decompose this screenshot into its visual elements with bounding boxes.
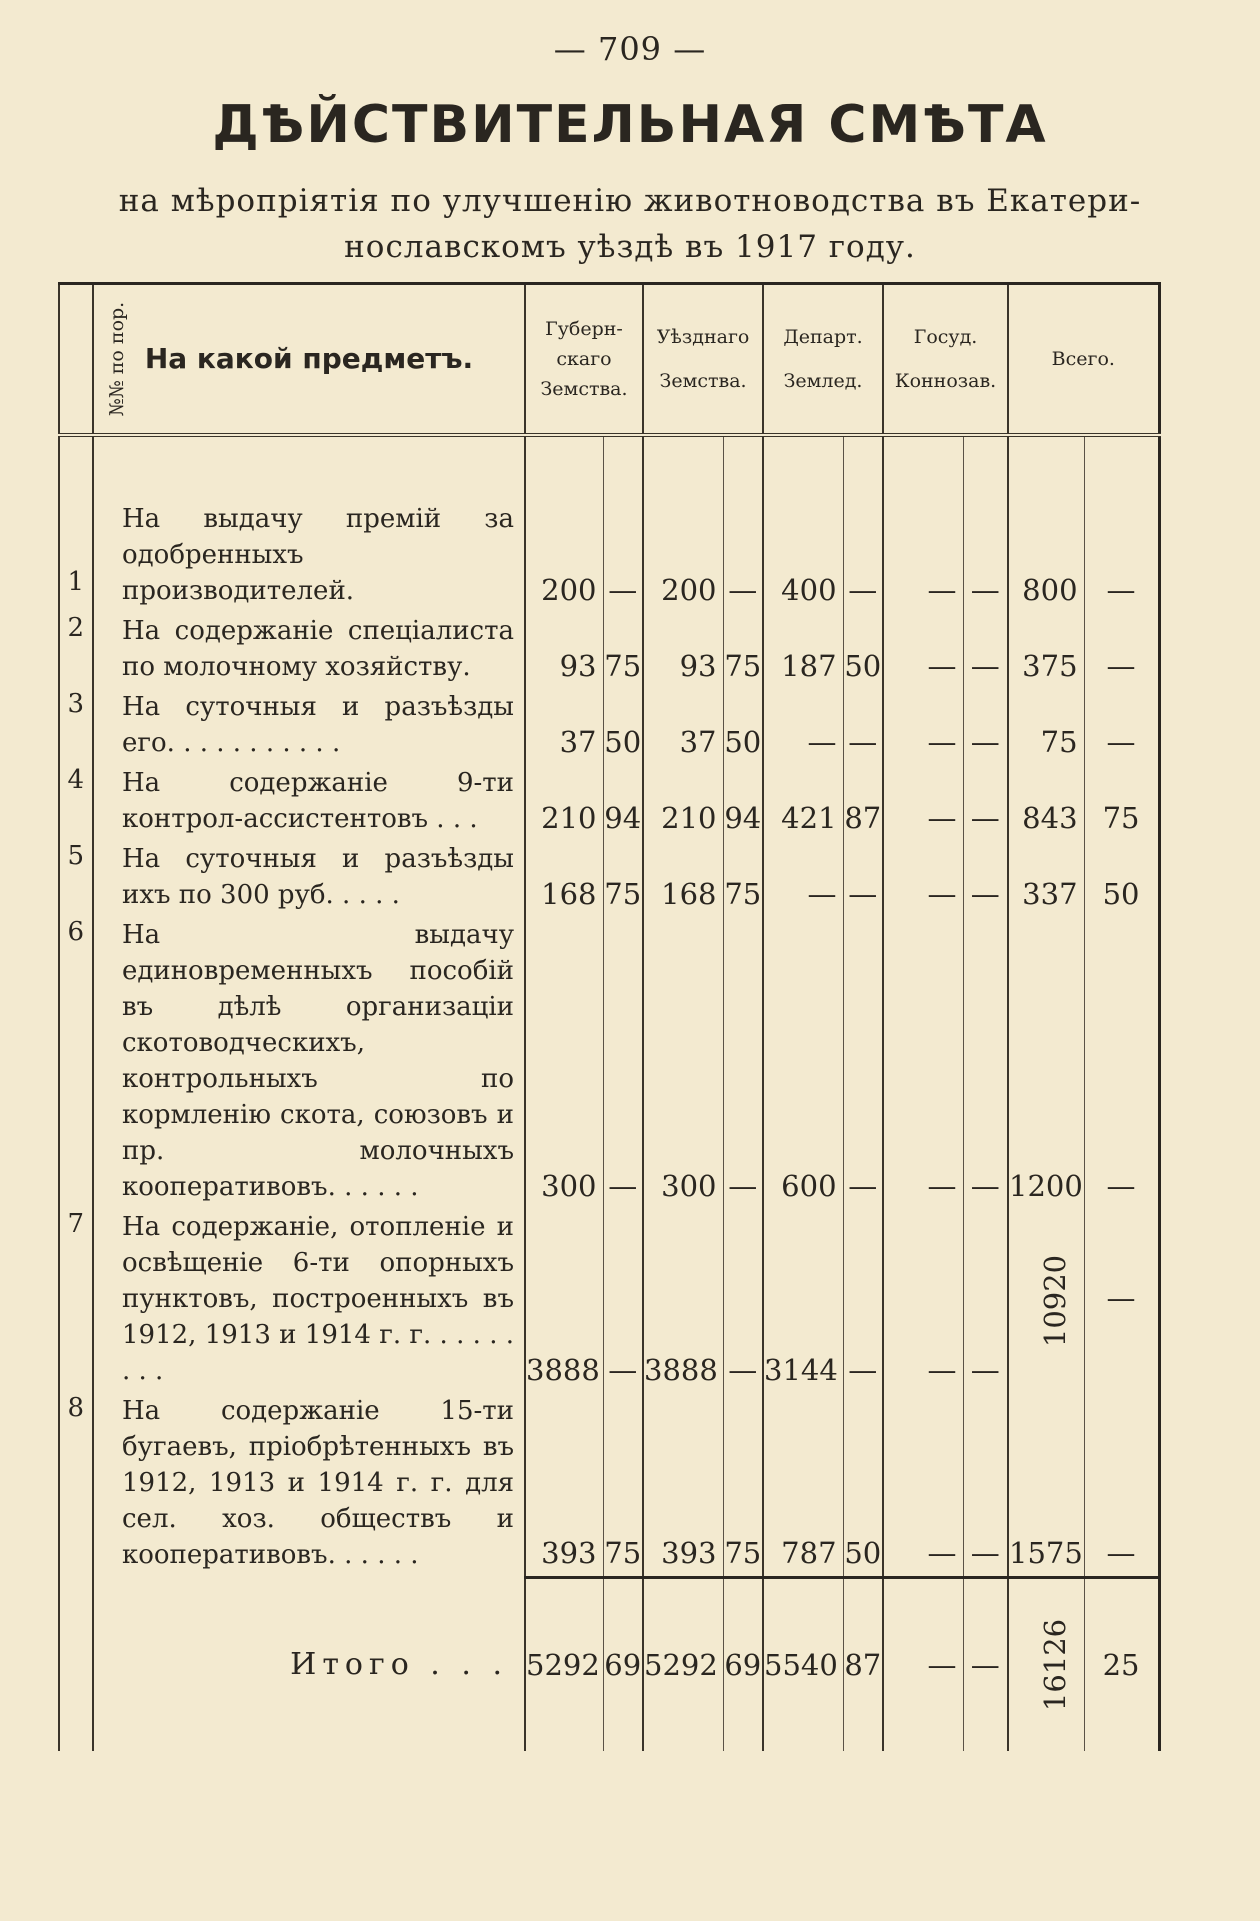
gos-kopecks: — bbox=[963, 765, 1008, 841]
row-number: 3 bbox=[59, 689, 93, 765]
total-kopecks: — bbox=[1084, 689, 1159, 765]
gos-kopecks-total: — bbox=[963, 1577, 1008, 1751]
dep-rubles: 600 bbox=[763, 917, 843, 1209]
uezd-rubles: 3888 bbox=[643, 1209, 723, 1393]
gub-kopecks: — bbox=[603, 1209, 643, 1393]
gos-kopecks: — bbox=[963, 917, 1008, 1209]
uezd-rubles: 168 bbox=[643, 841, 723, 917]
dep-kopecks: — bbox=[843, 917, 883, 1209]
row-number: 8 bbox=[59, 1393, 93, 1577]
gos-rubles: — bbox=[883, 435, 963, 613]
table-row bbox=[59, 917, 1159, 1209]
header-number: №№ по пор. bbox=[59, 284, 93, 436]
gub-rubles: 168 bbox=[525, 841, 603, 917]
dep-kopecks: 87 bbox=[843, 765, 883, 841]
gos-kopecks: — bbox=[963, 613, 1008, 689]
row-subject: На суточныя и разъѣзды ихъ по 300 руб. . . . . bbox=[93, 841, 525, 917]
total-rubles: 843 bbox=[1008, 765, 1084, 841]
uezd-rubles: 37 bbox=[643, 689, 723, 765]
subtitle-line-1: на мѣропріятія по улучшенію животноводства въ Екатери- bbox=[118, 183, 1142, 219]
table-row bbox=[59, 435, 1159, 613]
gos-rubles: — bbox=[883, 765, 963, 841]
dep-rubles: 400 bbox=[763, 435, 843, 613]
uezd-rubles: 393 bbox=[643, 1393, 723, 1577]
header-gubernia: Губерн- скаго Земства. bbox=[525, 284, 643, 436]
dep-kopecks: 50 bbox=[843, 613, 883, 689]
gub-rubles: 37 bbox=[525, 689, 603, 765]
dep-kopecks-total: 87 bbox=[843, 1577, 883, 1751]
gos-kopecks: — bbox=[963, 435, 1008, 613]
gos-kopecks: — bbox=[963, 1209, 1008, 1393]
gos-rubles: — bbox=[883, 689, 963, 765]
uezd-rubles: 200 bbox=[643, 435, 723, 613]
uezd-kopecks: 94 bbox=[723, 765, 763, 841]
total-rubles: 75 bbox=[1008, 689, 1084, 765]
document-subtitle bbox=[80, 178, 1180, 270]
row-subject: На содержаніе 15-ти бугаевъ, пріобрѣтенныхъ въ 1912, 1913 и 1914 г. г. для сел. хоз. обществъ и кооперативовъ. . . . . . bbox=[93, 1393, 525, 1577]
estimate-table-container bbox=[58, 282, 1158, 1711]
dep-rubles: 3144 bbox=[763, 1209, 843, 1393]
total-kopecks: — bbox=[1084, 917, 1159, 1209]
gub-kopecks: 94 bbox=[603, 765, 643, 841]
total-kopecks: — bbox=[1084, 435, 1159, 613]
row-subject: На суточныя и разъѣзды его. . . . . . . . . . . bbox=[93, 689, 525, 765]
total-rubles: 375 bbox=[1008, 613, 1084, 689]
header-subject: На какой предметъ. bbox=[93, 284, 525, 436]
row-subject: На содержаніе 9-ти контрол-ассистентовъ . . . bbox=[93, 765, 525, 841]
dep-rubles: 187 bbox=[763, 613, 843, 689]
table-header-row bbox=[59, 284, 1159, 436]
dep-rubles: 421 bbox=[763, 765, 843, 841]
uezd-rubles: 93 bbox=[643, 613, 723, 689]
gub-kopecks: 75 bbox=[603, 1393, 643, 1577]
grand-total-kopecks: 25 bbox=[1084, 1577, 1159, 1751]
dep-kopecks: — bbox=[843, 689, 883, 765]
gos-rubles: — bbox=[883, 1209, 963, 1393]
gos-kopecks: — bbox=[963, 689, 1008, 765]
uezd-kopecks: 75 bbox=[723, 613, 763, 689]
gub-rubles: 200 bbox=[525, 435, 603, 613]
gos-rubles: — bbox=[883, 1393, 963, 1577]
gos-rubles: — bbox=[883, 613, 963, 689]
header-uezd: Уѣзднаго Земства. bbox=[643, 284, 763, 436]
uezd-kopecks: — bbox=[723, 917, 763, 1209]
gos-rubles-total: — bbox=[883, 1577, 963, 1751]
document-title: ДѢЙСТВИТЕЛЬНАЯ СМѢТА bbox=[212, 95, 1048, 155]
uezd-kopecks-total: 69 bbox=[723, 1577, 763, 1751]
uezd-kopecks: — bbox=[723, 435, 763, 613]
row-number: 1 bbox=[59, 435, 93, 613]
page-number: — 709 — bbox=[553, 30, 707, 68]
total-rubles: 10920 bbox=[1008, 1209, 1084, 1393]
uezd-kopecks: 75 bbox=[723, 841, 763, 917]
row-subject: На содержаніе, отопленіе и освѣщеніе 6-ти опорныхъ пунктовъ, построенныхъ въ 1912, 1913 и 1914 г. г. . . . . . . . . bbox=[93, 1209, 525, 1393]
table-row bbox=[59, 841, 1159, 917]
table-row bbox=[59, 613, 1159, 689]
dep-kopecks: — bbox=[843, 435, 883, 613]
uezd-kopecks: 50 bbox=[723, 689, 763, 765]
uezd-kopecks: — bbox=[723, 1209, 763, 1393]
header-department: Департ. Землед. bbox=[763, 284, 883, 436]
total-kopecks: 50 bbox=[1084, 841, 1159, 917]
header-total: Всего. bbox=[1008, 284, 1159, 436]
total-rubles: 337 bbox=[1008, 841, 1084, 917]
uezd-rubles: 210 bbox=[643, 765, 723, 841]
table-row bbox=[59, 1393, 1159, 1577]
gub-rubles: 93 bbox=[525, 613, 603, 689]
gos-kopecks: — bbox=[963, 1393, 1008, 1577]
subtitle-line-2: нославскомъ уѣздѣ въ 1917 году. bbox=[344, 229, 916, 265]
dep-rubles: 787 bbox=[763, 1393, 843, 1577]
row-subject: На содержаніе спеціалиста по молочному хозяйству. bbox=[93, 613, 525, 689]
dep-rubles: — bbox=[763, 689, 843, 765]
row-number: 6 bbox=[59, 917, 93, 1209]
gub-kopecks: 75 bbox=[603, 841, 643, 917]
dep-rubles: — bbox=[763, 841, 843, 917]
gos-rubles: — bbox=[883, 841, 963, 917]
total-kopecks: — bbox=[1084, 1393, 1159, 1577]
gub-rubles: 393 bbox=[525, 1393, 603, 1577]
gub-kopecks: — bbox=[603, 917, 643, 1209]
total-kopecks: 75 bbox=[1084, 765, 1159, 841]
estimate-table bbox=[58, 282, 1161, 1751]
grand-total-rubles: 16126 bbox=[1008, 1577, 1084, 1751]
uezd-rubles-total: 5292 bbox=[643, 1577, 723, 1751]
gub-kopecks-total: 69 bbox=[603, 1577, 643, 1751]
uezd-kopecks: 75 bbox=[723, 1393, 763, 1577]
row-number: 5 bbox=[59, 841, 93, 917]
table-total-row bbox=[59, 1577, 1159, 1751]
header-state-stud: Госуд. Коннозав. bbox=[883, 284, 1008, 436]
row-number: 7 bbox=[59, 1209, 93, 1393]
gub-kopecks: 50 bbox=[603, 689, 643, 765]
row-number: 4 bbox=[59, 765, 93, 841]
dep-kopecks: 50 bbox=[843, 1393, 883, 1577]
gub-rubles: 300 bbox=[525, 917, 603, 1209]
total-rubles: 800 bbox=[1008, 435, 1084, 613]
gub-rubles-total: 5292 bbox=[525, 1577, 603, 1751]
row-subject: На выдачу премій за одобренныхъ производителей. bbox=[93, 435, 525, 613]
total-kopecks: — bbox=[1084, 1209, 1159, 1393]
total-label: Итого . . . bbox=[93, 1577, 525, 1751]
row-subject: На выдачу единовременныхъ пособій въ дѣлѣ организаціи скотоводческихъ, контрольныхъ по кормленію скота, союзовъ и пр. молочныхъ кооперативовъ. . . . . . bbox=[93, 917, 525, 1209]
uezd-rubles: 300 bbox=[643, 917, 723, 1209]
gos-kopecks: — bbox=[963, 841, 1008, 917]
total-number-cell bbox=[59, 1577, 93, 1751]
table-row bbox=[59, 1209, 1159, 1393]
gub-rubles: 3888 bbox=[525, 1209, 603, 1393]
gub-kopecks: — bbox=[603, 435, 643, 613]
table-row bbox=[59, 765, 1159, 841]
dep-rubles-total: 5540 bbox=[763, 1577, 843, 1751]
total-rubles: 1575 bbox=[1008, 1393, 1084, 1577]
total-rubles: 1200 bbox=[1008, 917, 1084, 1209]
gub-rubles: 210 bbox=[525, 765, 603, 841]
dep-kopecks: — bbox=[843, 841, 883, 917]
table-row bbox=[59, 689, 1159, 765]
total-kopecks: — bbox=[1084, 613, 1159, 689]
row-number: 2 bbox=[59, 613, 93, 689]
dep-kopecks: — bbox=[843, 1209, 883, 1393]
gub-kopecks: 75 bbox=[603, 613, 643, 689]
gos-rubles: — bbox=[883, 917, 963, 1209]
